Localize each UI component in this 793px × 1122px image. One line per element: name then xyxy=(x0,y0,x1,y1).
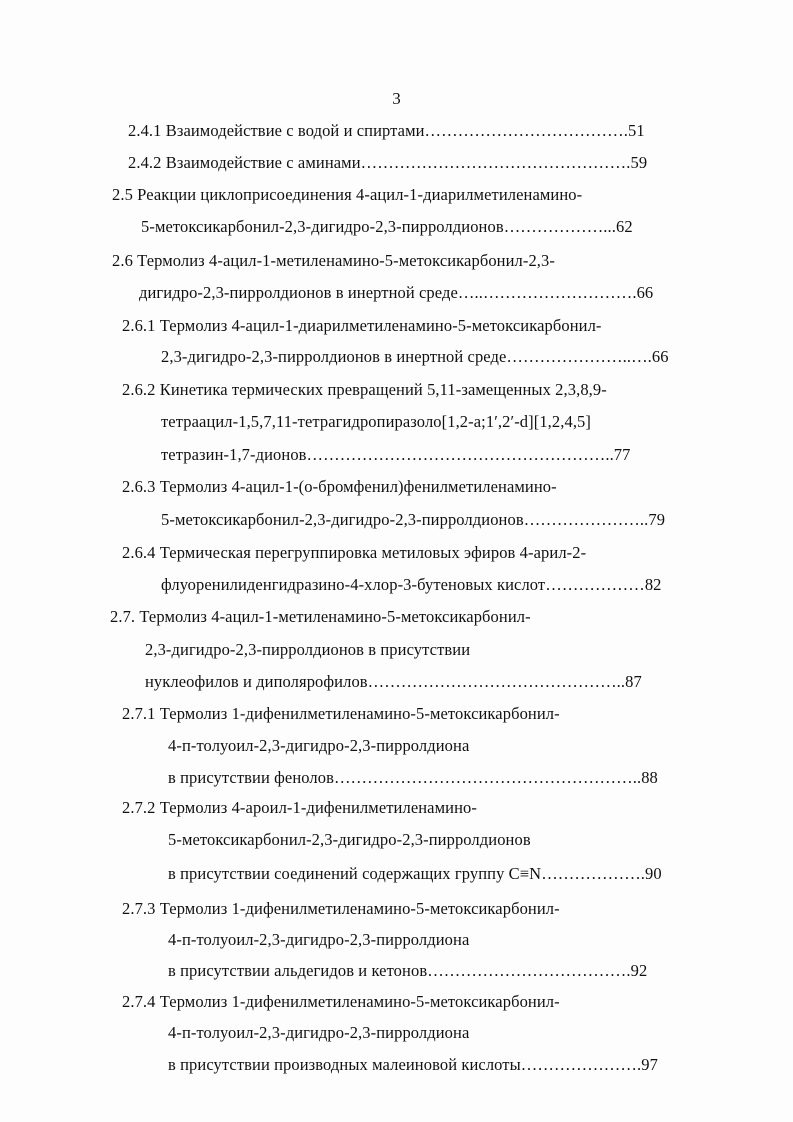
toc-line: 5-метоксикарбонил-2,3-дигидро-2,3-пирролдионов………………...62 xyxy=(141,217,633,236)
toc-line: 2.6.2 Кинетика термических превращений 5,11-замещенных 2,3,8,9- xyxy=(122,380,607,399)
toc-line: 4-п-толуоил-2,3-дигидро-2,3-пирролдиона xyxy=(168,1023,470,1042)
toc-line: дигидро-2,3-пирролдионов в инертной среде…..……………………….66 xyxy=(139,283,654,302)
toc-line: нуклеофилов и диполярофилов………………………………………..87 xyxy=(145,672,642,691)
page-number: 3 xyxy=(392,89,401,108)
toc-line: 2.6 Термолиз 4-ацил-1-метиленамино-5-метоксикарбонил-2,3- xyxy=(112,251,555,270)
toc-line: 2.7. Термолиз 4-ацил-1-метиленамино-5-метоксикарбонил- xyxy=(110,607,531,626)
toc-line: флуоренилиденгидразино-4-хлор-3-бутеновых кислот………………82 xyxy=(161,575,662,594)
toc-line: 2,3-дигидро-2,3-пирролдионов в присутствии xyxy=(145,640,471,659)
toc-line: 2.6.4 Термическая перегруппировка метиловых эфиров 4-арил-2- xyxy=(122,543,587,562)
toc-line: в присутствии альдегидов и кетонов……………………………….92 xyxy=(168,961,648,980)
toc-line: 4-п-толуоил-2,3-дигидро-2,3-пирролдиона xyxy=(168,930,470,949)
toc-line: тетраацил-1,5,7,11-тетрагидропиразоло[1,2-a;1′,2′-d][1,2,4,5] xyxy=(161,412,591,431)
toc-line: в присутствии производных малеиновой кислоты………………….97 xyxy=(168,1055,658,1074)
toc-line: в присутствии фенолов………………………………………………..88 xyxy=(168,768,658,787)
toc-line: 2.6.1 Термолиз 4-ацил-1-диарилметиленамино-5-метоксикарбонил- xyxy=(122,316,602,335)
toc-line: 2.6.3 Термолиз 4-ацил-1-(о-бромфенил)фенилметиленамино- xyxy=(122,477,557,496)
toc-line: в присутствии соединений содержащих группу C≡N……………….90 xyxy=(168,864,662,883)
toc-line: 2.7.4 Термолиз 1-дифенилметиленамино-5-метоксикарбонил- xyxy=(122,992,560,1011)
toc-line: 2.4.2 Взаимодействие с аминами………………………………………….59 xyxy=(128,153,648,172)
toc-line: 2.5 Реакции циклоприсоединения 4-ацил-1-диарилметиленамино- xyxy=(112,185,583,204)
toc-line: 2,3-дигидро-2,3-пирролдионов в инертной среде…………………..….66 xyxy=(161,347,669,366)
toc-line: 5-метоксикарбонил-2,3-дигидро-2,3-пирролдионов…………………..79 xyxy=(161,510,666,529)
toc-line: 2.7.1 Термолиз 1-дифенилметиленамино-5-метоксикарбонил- xyxy=(122,704,560,723)
toc-line: тетразин-1,7-дионов………………………………………………..77 xyxy=(161,445,631,464)
toc-line: 5-метоксикарбонил-2,3-дигидро-2,3-пирролдионов xyxy=(168,830,531,849)
toc-line: 2.7.2 Термолиз 4-ароил-1-дифенилметиленамино- xyxy=(122,798,477,817)
toc-line: 2.4.1 Взаимодействие с водой и спиртами……………………………….51 xyxy=(128,121,645,140)
toc-line: 4-п-толуоил-2,3-дигидро-2,3-пирролдиона xyxy=(168,736,470,755)
toc-line: 2.7.3 Термолиз 1-дифенилметиленамино-5-метоксикарбонил- xyxy=(122,899,560,918)
